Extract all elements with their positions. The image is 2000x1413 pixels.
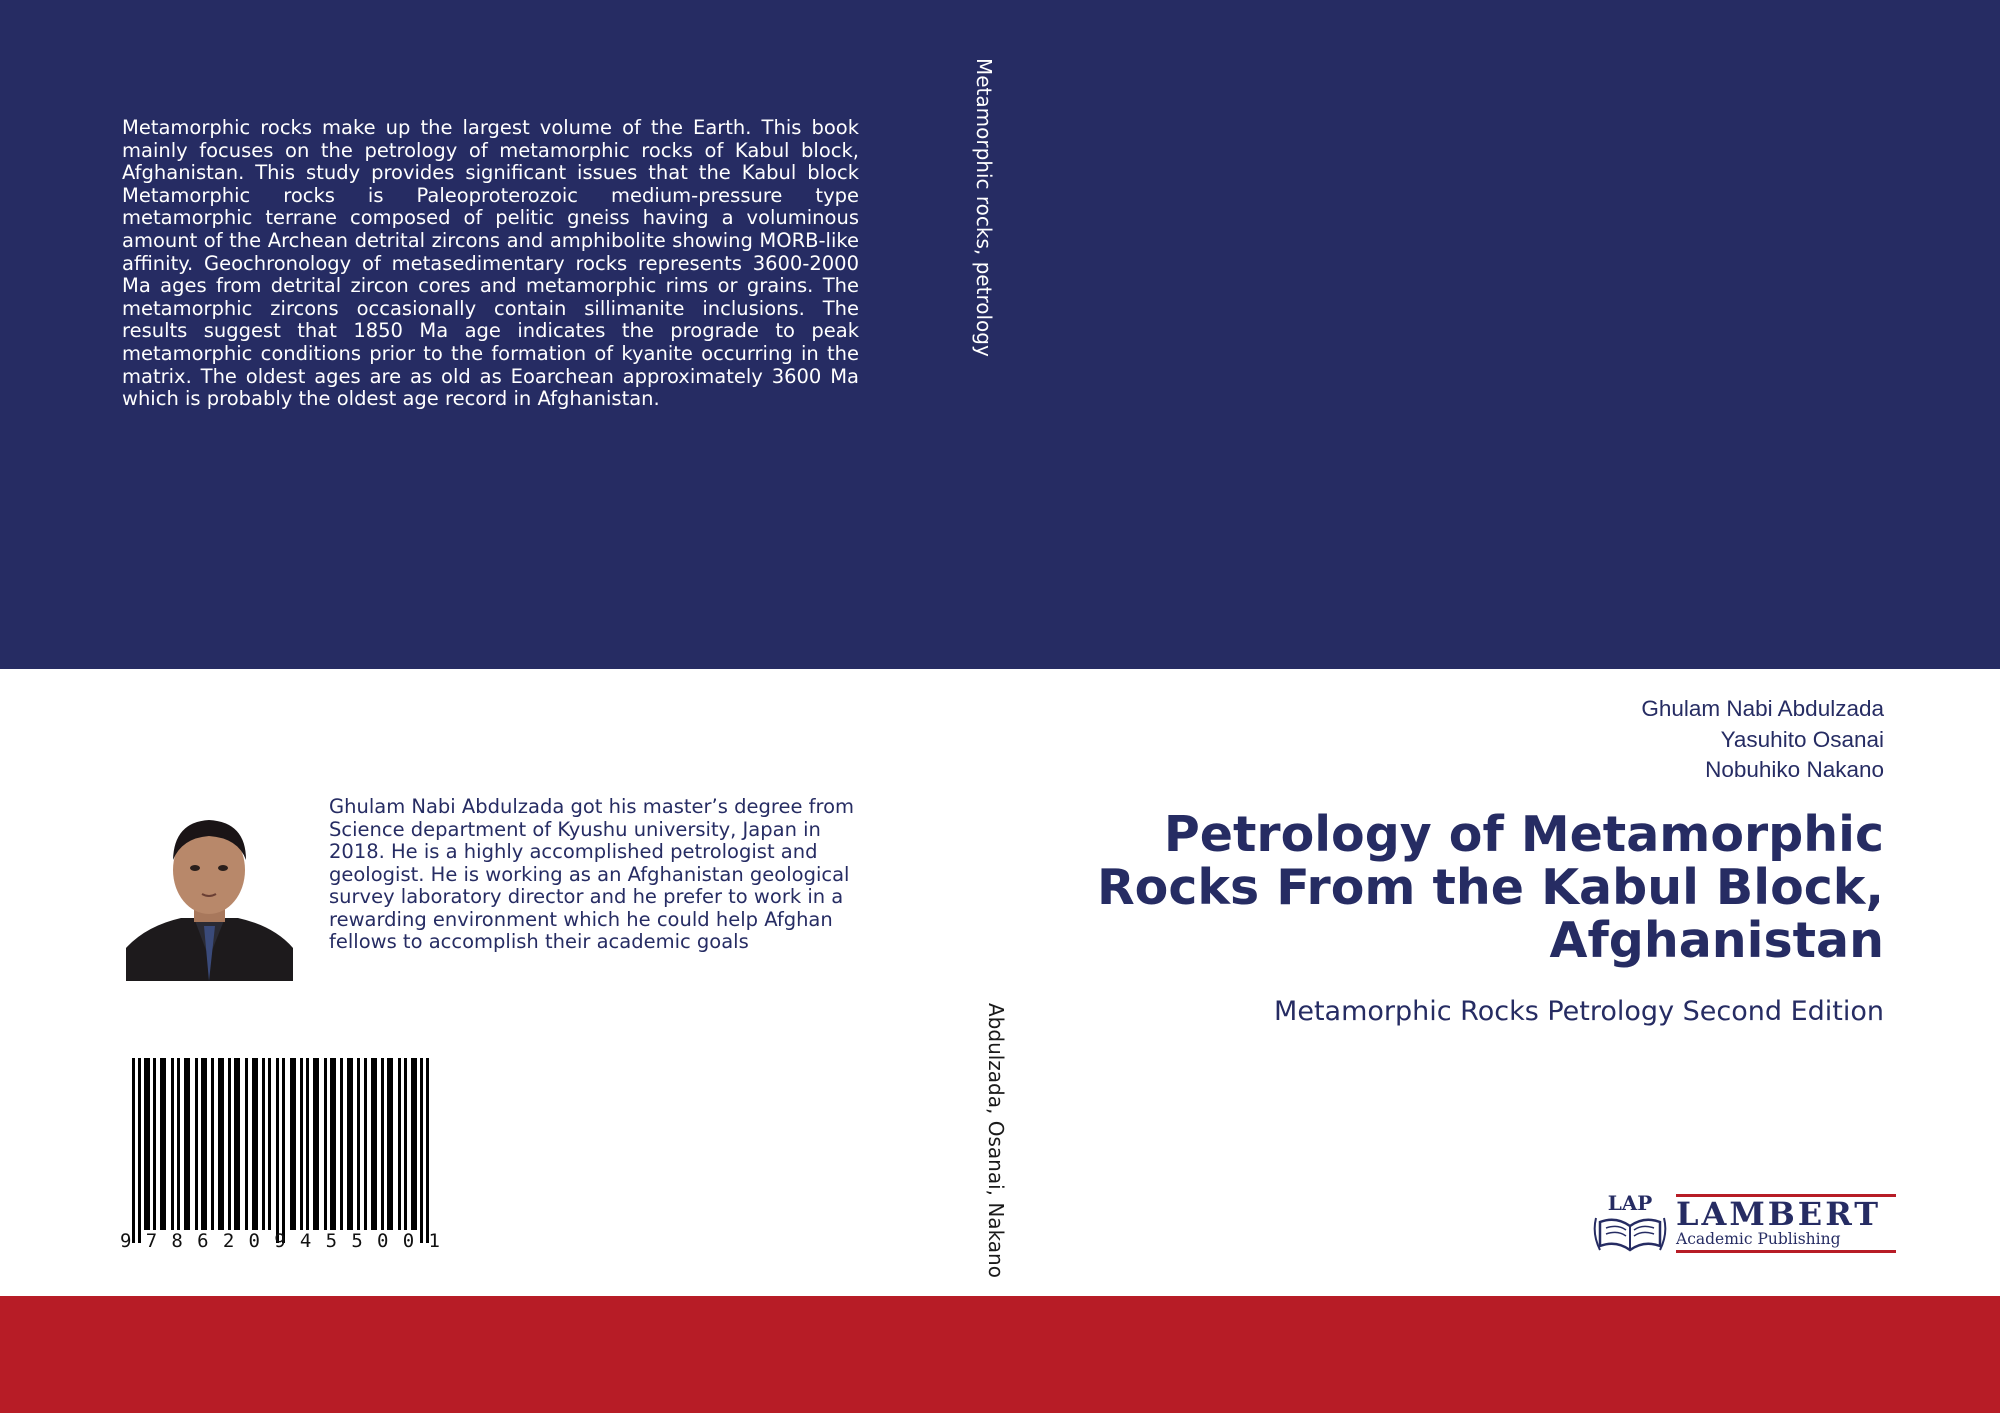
isbn-digit: 2 bbox=[222, 1230, 235, 1252]
bottom-red-band bbox=[0, 1296, 2000, 1413]
isbn-digit: 8 bbox=[171, 1230, 183, 1252]
isbn-digit: 4 bbox=[299, 1230, 312, 1252]
isbn-digit: 0 bbox=[402, 1230, 415, 1252]
isbn-digit: 7 bbox=[145, 1230, 158, 1252]
publisher-mark-text: LAP bbox=[1607, 1191, 1653, 1215]
author-name: Yasuhito Osanai bbox=[1720, 726, 1884, 752]
isbn-digit: 9 bbox=[274, 1230, 286, 1252]
isbn-digit: 0 bbox=[377, 1230, 389, 1252]
author-portrait-image bbox=[126, 808, 293, 981]
author-biography: Ghulam Nabi Abdulzada got his master’s degree from Science department of Kyushu university, Japan in 2018. He is a highly accomplished petrologist and geologist. He is working as an Afghanistan geological survey laboratory director and he prefer to work in a rewarding environment which he could help Afghan fellows to accomplish their academic goals bbox=[329, 795, 855, 953]
isbn-digit: 0 bbox=[248, 1230, 260, 1252]
author-name: Ghulam Nabi Abdulzada bbox=[1641, 696, 1884, 721]
publisher-name: LAMBERT bbox=[1676, 1194, 1896, 1230]
isbn-digits bbox=[120, 1230, 440, 1252]
publisher-tagline: Academic Publishing bbox=[1676, 1230, 1896, 1253]
book-title: Petrology of Metamorphic Rocks From the Kabul Block, Afghanistan bbox=[1096, 806, 1884, 969]
isbn-digit: 5 bbox=[351, 1230, 363, 1252]
publisher-wordmark bbox=[1676, 1194, 1896, 1253]
spine-authors: Abdulzada, Osanai, Nakano bbox=[984, 1003, 1008, 1278]
isbn-digit: 6 bbox=[197, 1230, 209, 1252]
open-book-icon bbox=[1592, 1188, 1668, 1260]
front-authors-list bbox=[1641, 694, 1884, 786]
book-subtitle: Metamorphic Rocks Petrology Second Edition bbox=[1274, 996, 1884, 1027]
author-photo bbox=[126, 808, 293, 981]
isbn-digit: 5 bbox=[325, 1230, 338, 1252]
isbn-digit: 1 bbox=[428, 1230, 440, 1252]
back-cover-description: Metamorphic rocks make up the largest volume of the Earth. This book mainly focuses on the petrology of metamorphic rocks of Kabul block, Afghanistan. This study provides significant issues that the Kabul block Metamorphic rocks is Paleoproterozoic medium-pressure type metamorphic terrane composed of pelitic gneiss having a voluminous amount of the Archean detrital zircons and amphibolite showing MORB-like affinity. Geochronology of metasedimentary rocks represents 3600-2000 Ma ages from detrital zircon cores and metamorphic rims or grains. The metamorphic zircons occasionally contain sillimanite inclusions. The results suggest that 1850 Ma age indicates the prograde to peak metamorphic conditions prior to the formation of kyanite occurring in the matrix. The oldest ages are as old as Eoarchean approximately 3600 Ma which is probably the oldest age record in Afghanistan. bbox=[122, 116, 859, 411]
isbn-digit: 9 bbox=[120, 1230, 132, 1252]
spine-title: Metamorphic rocks, petrology bbox=[972, 58, 996, 357]
isbn-barcode bbox=[120, 1058, 448, 1258]
publisher-logo bbox=[1592, 1188, 1896, 1260]
author-name: Nobuhiko Nakano bbox=[1705, 757, 1884, 782]
